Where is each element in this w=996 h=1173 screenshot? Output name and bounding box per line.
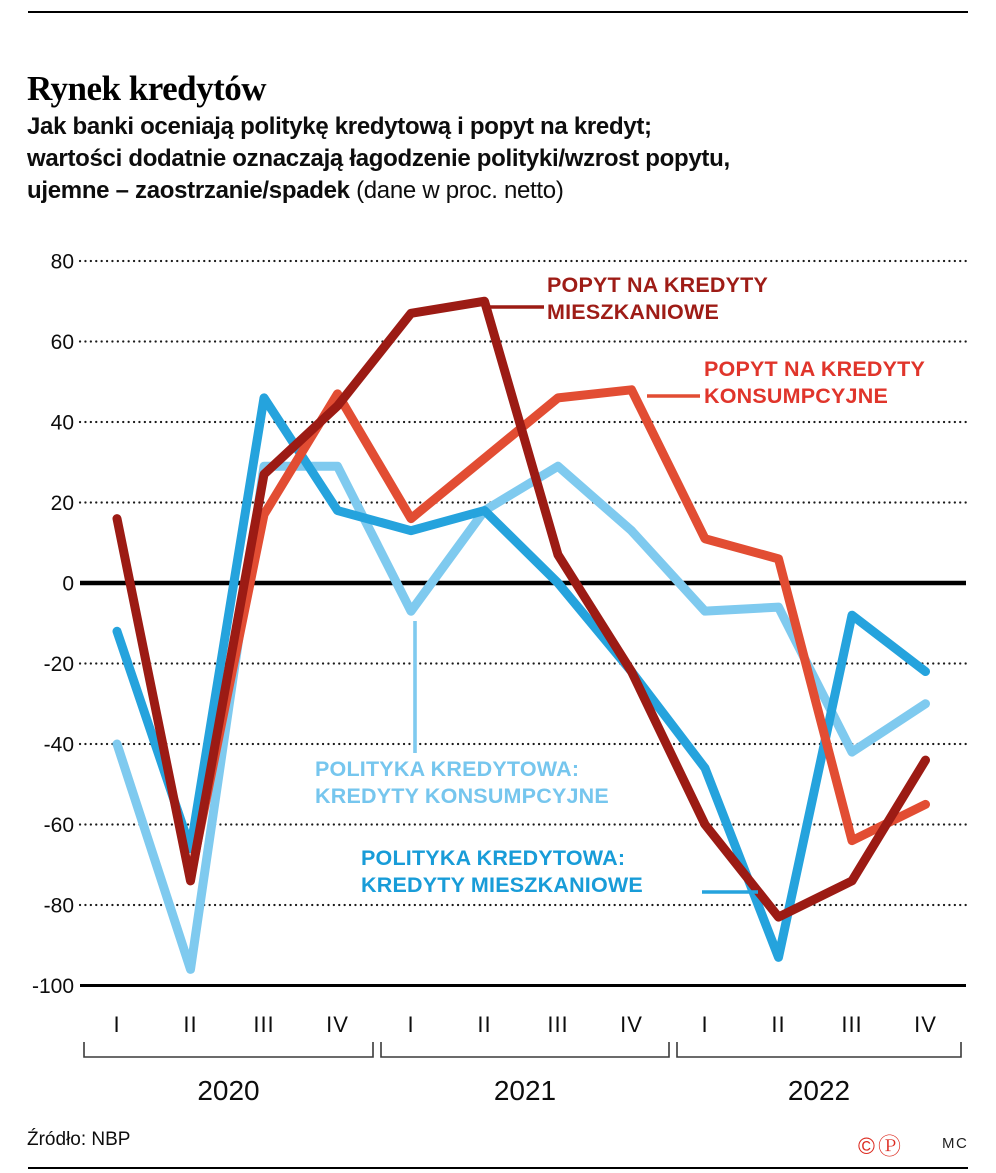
subtitle-line-1: Jak banki oceniają politykę kredytową i popyt na kredyt; (27, 113, 652, 140)
annotation-line: MIESZKANIOWE (547, 300, 720, 324)
y-axis-tick-label: -80 (43, 894, 74, 918)
x-axis-quarter-label: I (113, 1012, 121, 1037)
publication-icon: Ⓟ (877, 1133, 904, 1159)
x-axis-quarter-label: IV (326, 1012, 349, 1037)
subtitle-line-2: wartości dodatnie oznaczają łagodzenie polityki/wzrost popytu, (27, 145, 730, 172)
y-axis-tick-label: 20 (50, 492, 74, 515)
annotation-line: KREDYTY KONSUMPCYJNE (315, 784, 609, 808)
year-bracket (677, 1042, 961, 1057)
y-axis-tick-label: 80 (50, 250, 74, 274)
annotation-polityka-mieszkaniowe (361, 845, 643, 899)
year-bracket (381, 1042, 669, 1057)
y-axis-tick-label: -100 (31, 975, 74, 998)
x-axis-quarter-label: II (477, 1012, 492, 1037)
x-axis-quarter-label: III (253, 1012, 275, 1037)
x-axis-quarter-label: IV (914, 1012, 937, 1037)
y-axis-tick-label: 40 (50, 411, 74, 435)
author-initials: MC (942, 1135, 969, 1152)
page-title: Rynek kredytów (27, 69, 267, 109)
x-axis-quarter-label: I (407, 1012, 415, 1037)
year-label: 2020 (197, 1075, 260, 1106)
x-axis-quarter-label: IV (620, 1012, 643, 1037)
source-label: Źródło: NBP (27, 1129, 131, 1150)
y-axis-tick-label: 60 (50, 331, 74, 354)
annotation-line: POPYT NA KREDYTY (704, 357, 926, 381)
year-label: 2021 (493, 1075, 557, 1106)
copyright-icon: © (858, 1133, 878, 1159)
year-bracket (84, 1042, 373, 1057)
y-axis-tick-label: -20 (43, 653, 74, 676)
annotation-line: POLITYKA KREDYTOWA: (315, 757, 580, 781)
annotation-line: KREDYTY MIESZKANIOWE (361, 873, 643, 897)
year-label: 2022 (787, 1075, 851, 1106)
x-axis-quarter-label: III (547, 1012, 569, 1037)
subtitle-line-3: ujemne – zaostrzanie/spadek (dane w proc. netto) (27, 177, 564, 204)
license-marks (858, 1128, 904, 1161)
x-axis-quarter-label: II (183, 1012, 198, 1037)
x-axis-quarter-label: III (841, 1012, 863, 1037)
annotation-line: POPYT NA KREDYTY (547, 273, 769, 297)
annotation-popyt-konsumpcyjne (704, 356, 925, 410)
annotation-polityka-konsumpcyjne (315, 756, 609, 810)
y-axis-tick-label: 0 (62, 572, 74, 596)
annotation-line: POLITYKA KREDYTOWA: (361, 846, 626, 870)
x-axis-quarter-label: I (701, 1012, 709, 1037)
x-axis-quarter-label: II (771, 1012, 786, 1037)
y-axis-tick-label: -40 (43, 733, 74, 757)
annotation-popyt-mieszkaniowe (547, 272, 768, 326)
annotation-line: KONSUMPCYJNE (704, 384, 888, 408)
bottom-rule (28, 1167, 968, 1169)
subtitle-unit-note: (dane w proc. netto) (349, 177, 564, 204)
y-axis-tick-label: -60 (43, 814, 74, 837)
